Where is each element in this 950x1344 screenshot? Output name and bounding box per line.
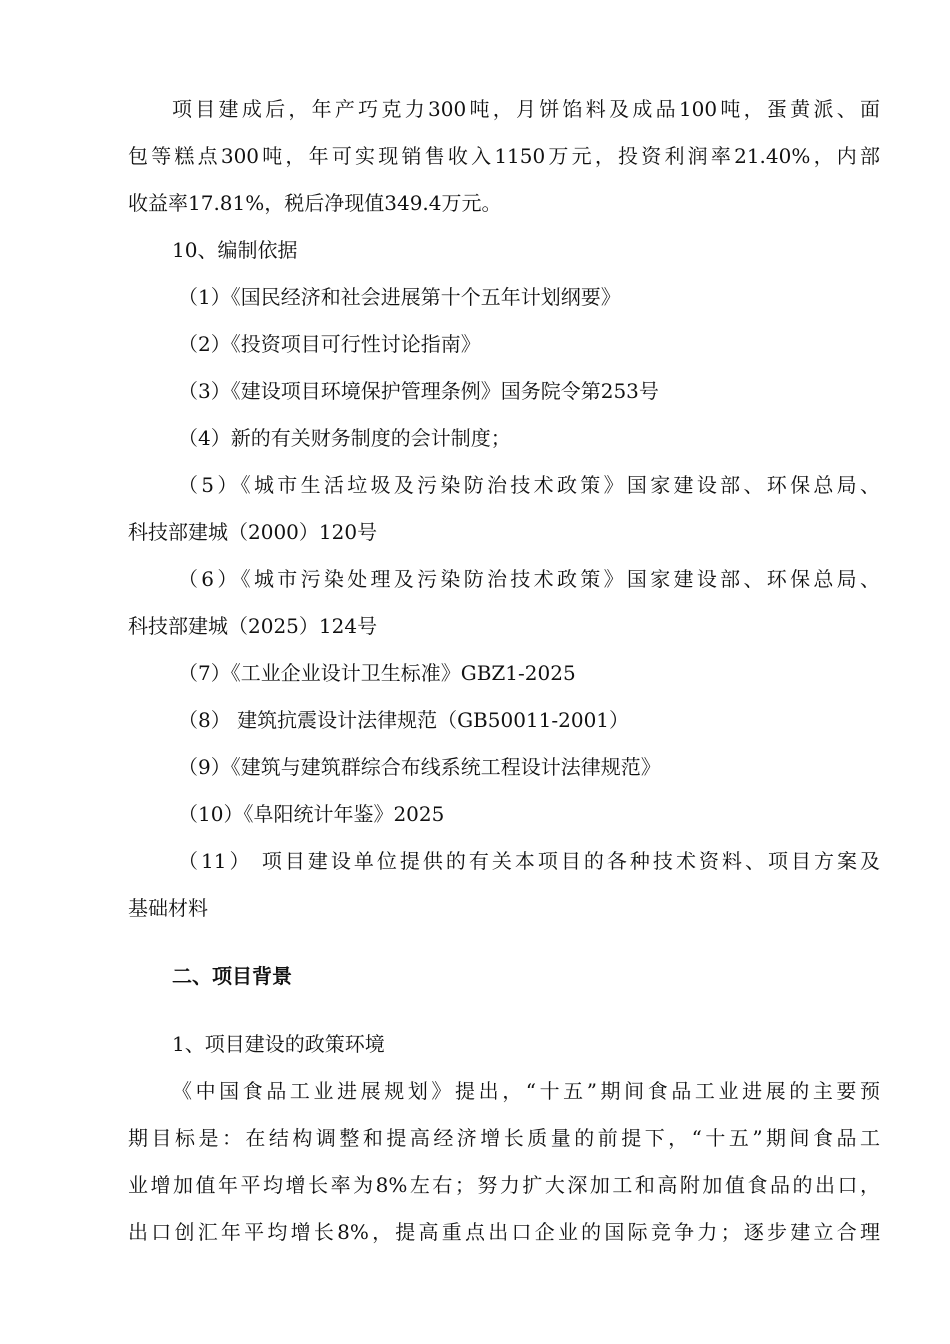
summary-line-2: 包等糕点300吨，年可实现销售收入1150万元，投资利润率21.40%，内部	[128, 144, 880, 168]
section-two-line-4: 出口创汇年平均增长8%，提高重点出口企业的国际竞争力；逐步建立合理	[128, 1220, 880, 1244]
section-two-subheading: 1、项目建设的政策环境	[172, 1032, 385, 1056]
basis-item-2: （2）《投资项目可行性讨论指南》	[178, 332, 481, 356]
section-two-heading: 二、项目背景	[172, 964, 292, 988]
basis-item-7: （7）《工业企业设计卫生标准》GBZ1-2025	[178, 661, 576, 685]
basis-item-5: （5）《城市生活垃圾及污染防治技术政策》国家建设部、环保总局、	[178, 473, 880, 497]
section-two-line-3: 业增加值年平均增长率为8%左右；努力扩大深加工和高附加值食品的出口，	[128, 1173, 880, 1197]
summary-line-1: 项目建成后，年产巧克力300吨，月饼馅料及成品100吨，蛋黄派、面	[172, 97, 880, 121]
basis-title: 10、编制依据	[172, 238, 298, 262]
basis-item-9: （9）《建筑与建筑群综合布线系统工程设计法律规范》	[178, 755, 661, 779]
basis-item-4: （4）新的有关财务制度的会计制度；	[178, 426, 511, 450]
basis-item-11: （11） 项目建设单位提供的有关本项目的各种技术资料、项目方案及	[178, 849, 880, 873]
basis-item-3: （3）《建设项目环境保护管理条例》国务院令第253号	[178, 379, 659, 403]
basis-item-10: （10）《阜阳统计年鉴》2025	[178, 802, 445, 826]
basis-item-11-cont: 基础材料	[128, 896, 208, 920]
section-two-line-1: 《中国食品工业进展规划》提出，“十五”期间食品工业进展的主要预	[172, 1079, 880, 1103]
basis-item-5-cont: 科技部建城（2000）120号	[128, 520, 378, 544]
basis-item-8: （8） 建筑抗震设计法律规范（GB50011-2001）	[178, 708, 630, 732]
basis-item-6-cont: 科技部建城（2025）124号	[128, 614, 378, 638]
basis-item-1: （1）《国民经济和社会进展第十个五年计划纲要》	[178, 285, 621, 309]
summary-line-3: 收益率17.81%，税后净现值349.4万元。	[128, 191, 502, 215]
basis-item-6: （6）《城市污染处理及污染防治技术政策》国家建设部、环保总局、	[178, 567, 880, 591]
section-two-line-2: 期目标是：在结构调整和提高经济增长质量的前提下，“十五”期间食品工	[128, 1126, 880, 1150]
